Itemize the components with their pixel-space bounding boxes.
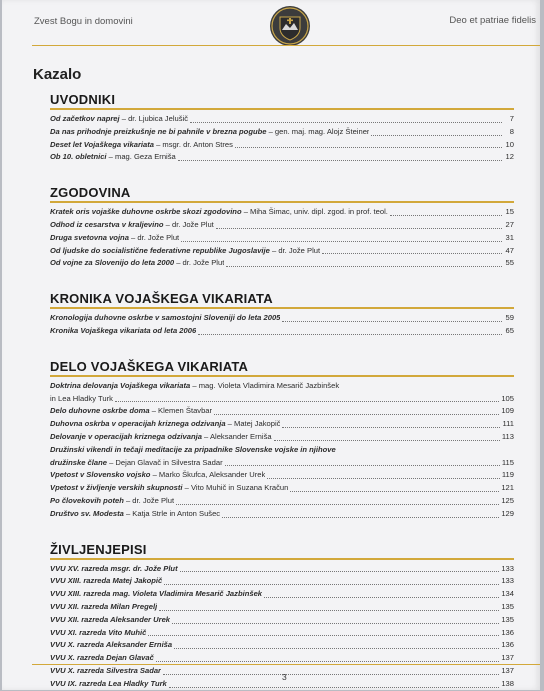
entry-author: – Klemen Štavbar [149,406,213,416]
entry-author: – dr. Jože Plut [269,245,321,255]
entry-page-number: 134 [501,589,514,599]
toc-entry[interactable] [50,601,514,614]
toc-entry[interactable] [50,652,514,665]
entry-author: – dr. Jože Plut [174,258,225,268]
toc-entry-continuation[interactable] [50,393,514,406]
entry-title: VVU XII. razreda Aleksander Urek [50,614,171,624]
toc-entry[interactable] [50,444,514,457]
entry-author: – gen. maj. mag. Alojz Šteiner [266,126,370,136]
entry-author: – mag. Geza Erniša [106,152,176,162]
entry-page-number: 31 [505,232,514,242]
dot-leader [371,135,502,136]
entry-title: VVU X. razreda Silvestra Sadar [50,665,162,675]
toc-section [50,542,514,691]
section-heading: ZGODOVINA [50,185,514,203]
toc-entry[interactable] [50,563,514,576]
toc-entry[interactable] [50,495,514,508]
entry-title: Delovanje v operacijah kriznega odzivanja [50,431,202,441]
toc-section [50,92,514,164]
toc-entry[interactable] [50,431,514,444]
dot-leader [222,517,499,518]
toc-section [50,291,514,338]
entry-page-number: 12 [505,152,514,162]
table-of-contents [50,92,514,691]
military-vicariate-emblem-icon [268,4,312,48]
header-motto-right: Deo et patriae fidelis [449,15,536,26]
entry-page-number: 119 [501,470,514,480]
entry-title: Ob 10. obletnici [50,152,107,162]
entry-author: – Vito Muhič in Suzana Kračun [182,483,289,493]
entry-page-number: 65 [505,325,514,335]
toc-entry[interactable] [50,325,514,338]
toc-entry[interactable] [50,380,514,393]
toc-entry[interactable] [50,508,514,521]
entry-title: VVU X. razreda Aleksander Erniša [50,640,173,650]
entry-title: VVU X. razreda Dejan Glavač [50,653,154,663]
dot-leader [322,253,502,254]
dot-leader [198,334,502,335]
entry-author: – dr. Jože Plut [163,219,214,229]
entry-title: Od ljudske do socialistične federativne republike Jugoslavije [50,245,270,255]
entry-page-number: 105 [501,393,514,403]
toc-entry[interactable] [50,639,514,652]
entry-page-number: 15 [505,207,514,217]
dot-leader [214,414,499,415]
dot-leader [282,321,502,322]
toc-entry[interactable] [50,614,514,627]
dot-leader [390,215,502,216]
entry-author-continued: in Lea Hladky Turk [50,393,113,403]
toc-entry[interactable] [50,312,514,325]
toc-entry[interactable] [50,206,514,219]
entry-page-number: 136 [501,627,514,637]
entry-title: Od začetkov naprej [50,114,120,123]
entry-author: – dr. Jože Plut [128,232,180,242]
entry-author: – Katja Strle in Anton Sušec [123,508,221,518]
dot-leader [290,491,499,492]
entry-author: – msgr. dr. Anton Stres [153,139,233,149]
entry-page-number: 27 [505,219,514,229]
dot-leader [176,504,499,505]
entry-page-number: 137 [501,653,514,663]
entry-page-number: 137 [501,665,514,675]
entry-title: Delo duhovne oskrbe doma [50,406,150,416]
entry-title: VVU XIII. razreda mag. Violeta Vladimira Mesarič Jazbinšek [50,589,263,599]
dot-leader [282,427,500,428]
entry-title: Vpetost v življenje verskih skupnosti [50,483,183,493]
section-heading: ŽIVLJENJEPISI [50,542,514,560]
entry-page-number: 47 [505,245,514,255]
toc-entry[interactable] [50,418,514,431]
entry-title: VVU XV. razreda msgr. dr. Jože Plut [50,563,178,573]
entry-title: VVU XI. razreda Vito Muhič [50,627,147,637]
dot-leader [159,610,499,611]
dot-leader [115,401,499,402]
dot-leader [216,228,502,229]
toc-entry[interactable] [50,245,514,258]
entry-title: Društvo sv. Modesta [50,508,124,518]
entry-title: Od vojne za Slovenijo do leta 2000 [50,258,175,268]
dot-leader [163,674,499,675]
header-rule [32,45,540,46]
toc-entry[interactable] [50,257,514,270]
entry-author-continued: – Dejan Glavač in Silvestra Sadar [106,457,223,467]
entry-page-number: 115 [501,457,514,467]
dot-leader [180,571,500,572]
dot-leader [169,687,500,688]
toc-entry[interactable] [50,469,514,482]
entry-author: – Aleksander Erniša [201,431,272,441]
section-heading: DELO VOJAŠKEGA VIKARIATA [50,359,514,377]
entry-page-number: 129 [501,508,514,518]
entry-page-number: 55 [505,258,514,268]
toc-entry[interactable] [50,219,514,232]
dot-leader [164,584,499,585]
toc-entry[interactable] [50,113,514,126]
toc-entry-continuation[interactable] [50,457,514,470]
section-heading: KRONIKA VOJAŠKEGA VIKARIATA [50,291,514,309]
entry-page-number: 136 [501,640,514,650]
entry-author: – Marko Škufca, Aleksander Urek [150,470,266,480]
entry-page-number: 125 [501,495,514,505]
entry-page-number: 113 [501,431,514,441]
toc-entry[interactable] [50,151,514,164]
dot-leader [267,478,500,479]
entry-author: – dr. Ljubica Jelušič [119,114,189,123]
dot-leader [148,635,499,636]
toc-entry[interactable] [50,126,514,139]
dot-leader [156,661,499,662]
entry-page-number: 138 [501,678,514,688]
document-page [2,0,540,690]
entry-page-number: 10 [505,139,514,149]
dot-leader [190,122,502,123]
dot-leader [225,465,500,466]
entry-title: Po človekovih poteh [50,495,124,505]
entry-author: – Miha Šimac, univ. dipl. zgod. in prof. teol. [241,207,388,217]
section-heading: UVODNIKI [50,92,514,110]
entry-title: Da nas prihodnje preizkušnje ne bi pahnile v brezna pogube [50,126,267,136]
entry-title: Deset let Vojaškega vikariata [50,139,154,149]
entry-title: Kronika Vojaškega vikariata od leta 2006 [50,325,197,335]
entry-author: – mag. Violeta Vladimira Mesarič Jazbinšek [190,380,340,390]
page-title: Kazalo [33,66,82,83]
entry-page-number: 135 [501,601,514,611]
toc-entry[interactable] [50,405,514,418]
entry-title: Druga svetovna vojna [50,232,129,242]
entry-title: VVU IX. razreda Lea Hladky Turk [50,678,167,688]
entry-author: – dr. Jože Plut [123,495,175,505]
dot-leader [181,241,502,242]
toc-entry[interactable] [50,575,514,588]
dot-leader [274,440,500,441]
toc-entry[interactable] [50,232,514,245]
entry-title: VVU XII. razreda Milan Pregelj [50,601,158,611]
entry-title: Odhod iz cesarstva v kraljevino [50,219,164,229]
dot-leader [235,147,502,148]
header-motto-left: Zvest Bogu in domovini [34,16,133,27]
toc-section [50,359,514,521]
entry-author: – Matej Jakopič [225,419,281,429]
entry-page-number: 121 [501,483,514,493]
entry-title: Doktrina delovanja Vojaškega vikariata [50,380,191,390]
entry-title-continued: družinske člane [50,457,107,467]
dot-leader [264,597,499,598]
footer-rule [32,664,540,665]
entry-page-number: 7 [509,114,514,123]
entry-page-number: 8 [509,126,514,136]
entry-title: Duhovna oskrba v operacijah kriznega odzivanja [50,419,226,429]
entry-page-number: 111 [502,419,514,429]
page-number: 3 [282,672,287,682]
toc-entry[interactable] [50,139,514,152]
entry-title: Vpetost v Slovensko vojsko [50,470,151,480]
entry-page-number: 135 [501,614,514,624]
entry-page-number: 133 [501,563,514,573]
entry-title: VVU XIII. razreda Matej Jakopič [50,576,163,586]
entry-page-number: 109 [501,406,514,416]
toc-entry[interactable] [50,588,514,601]
dot-leader [174,648,499,649]
entry-title: Kratek oris vojaške duhovne oskrbe skozi zgodovino [50,207,242,217]
toc-section [50,185,514,270]
entry-title: Družinski vikendi in tečaji meditacije za pripadnike Slovenske vojske in njihove [50,444,336,454]
toc-entry[interactable] [50,482,514,495]
dot-leader [172,623,499,624]
entry-page-number: 59 [505,313,514,323]
entry-page-number: 133 [501,576,514,586]
toc-entry[interactable] [50,627,514,640]
entry-title: Kronologija duhovne oskrbe v samostojni Sloveniji do leta 2005 [50,313,281,323]
dot-leader [178,160,502,161]
dot-leader [226,266,502,267]
